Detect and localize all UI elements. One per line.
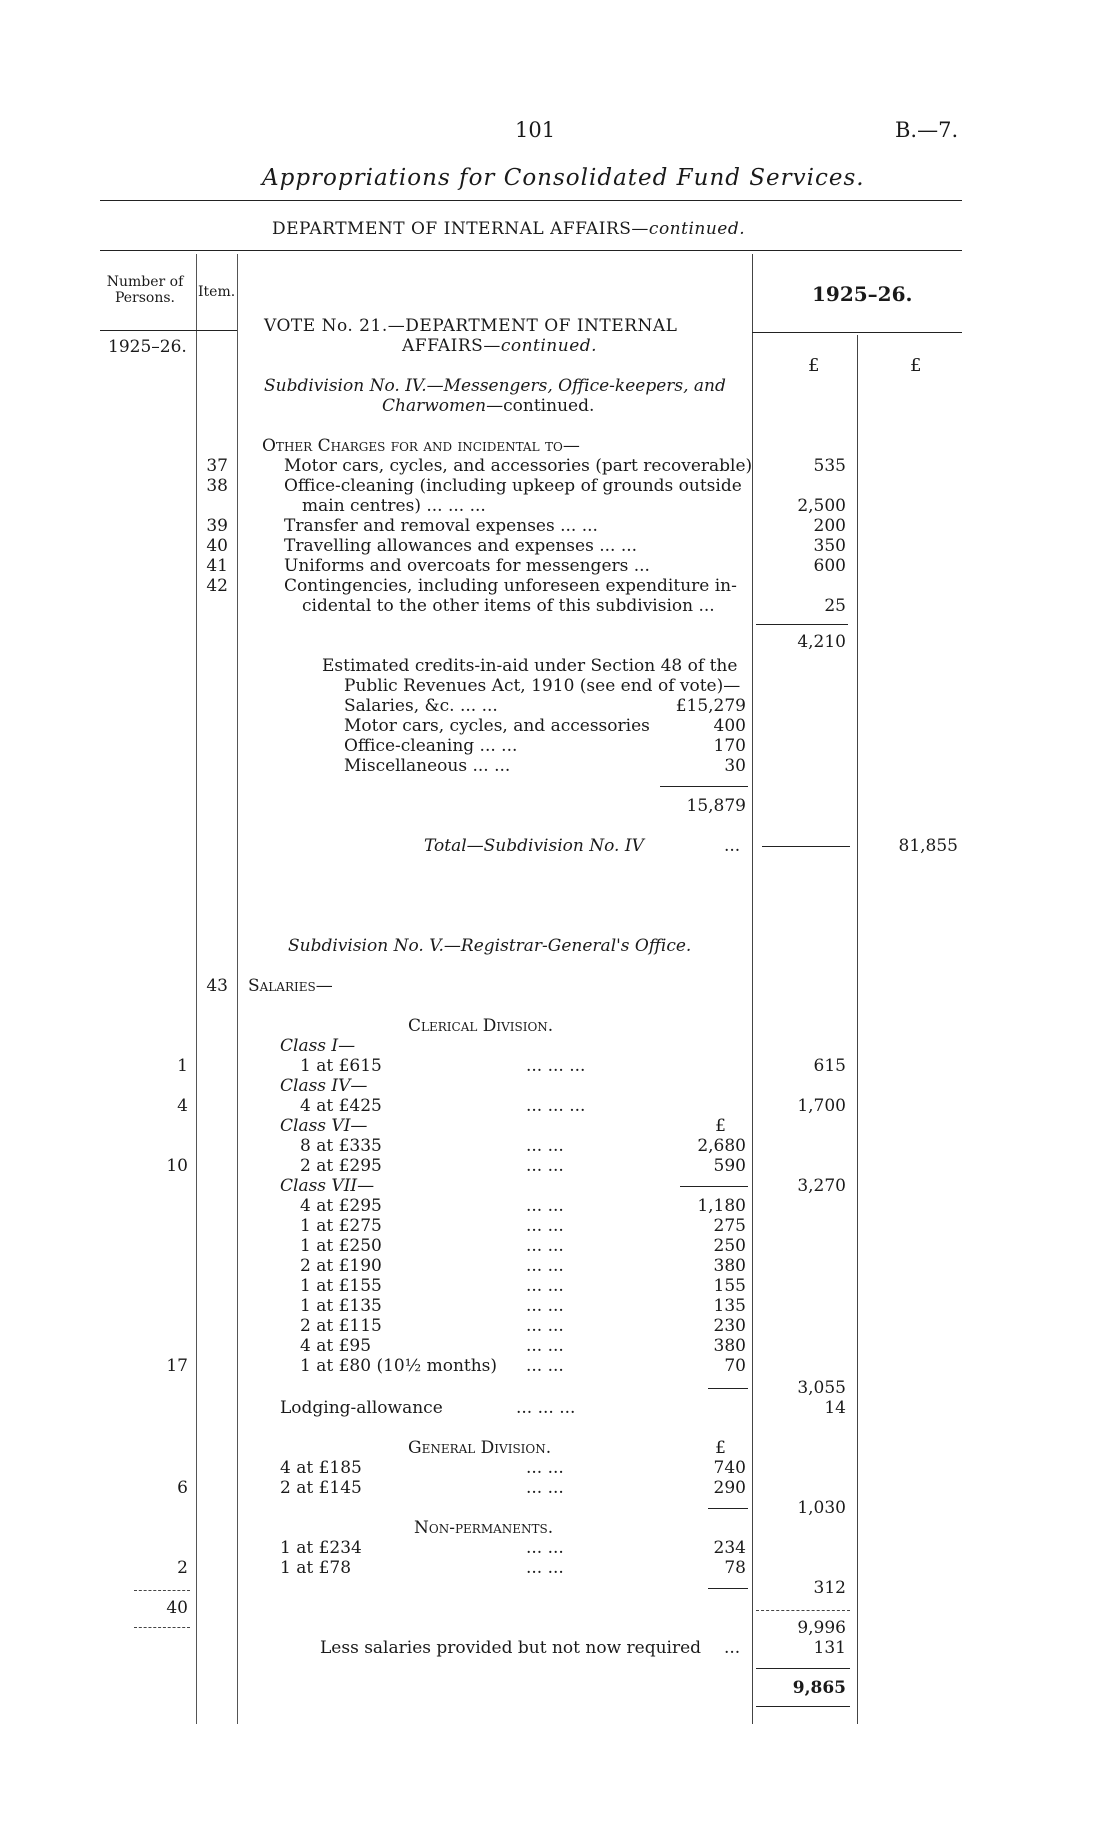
class-i-heading: Class I— — [280, 1036, 356, 1056]
salary-line: 1 at £275 — [300, 1216, 382, 1236]
salary-subamount: 740 — [713, 1458, 746, 1478]
sub5-title: Subdivision No. V.—Registrar-General's Office. — [288, 936, 692, 956]
lodging-label: Lodging-allowance — [280, 1398, 443, 1418]
sub4-title-line2 — [382, 396, 594, 416]
vote-line2-continued: continued. — [500, 336, 598, 356]
credit-amount: £15,279 — [675, 696, 746, 716]
total-sub4-amount: 81,855 — [898, 836, 958, 856]
credit-amount: 170 — [713, 736, 746, 756]
item-header: Item. — [198, 284, 236, 300]
department-name: DEPARTMENT OF INTERNAL AFFAIRS— — [272, 219, 649, 239]
leader-dots: ... ... — [526, 1558, 564, 1578]
department-continued: continued. — [648, 219, 746, 239]
total-sub4-rule — [762, 846, 850, 847]
charge-description: Office-cleaning (including upkeep of grounds outside — [284, 476, 742, 496]
salary-line: 2 at £145 — [280, 1478, 362, 1498]
less-salaries-dots: ... — [724, 1638, 741, 1658]
leader-dots: ... ... — [526, 1478, 564, 1498]
salary-amount: 615 — [813, 1056, 846, 1076]
class-vi-total: 3,270 — [797, 1176, 846, 1196]
class-vii-total: 3,055 — [797, 1378, 846, 1398]
leader-dots: ... ... — [526, 1136, 564, 1156]
salary-line: 4 at £295 — [300, 1196, 382, 1216]
total-sub4-label: Total—Subdivision No. IV — [424, 836, 644, 856]
credit-label: Salaries, &c. ... ... — [344, 696, 498, 716]
salary-line: 1 at £615 — [300, 1056, 382, 1076]
charge-description: Motor cars, cycles, and accessories (part recoverable) — [284, 456, 753, 476]
non-permanents-heading: Non-permanents. — [414, 1518, 554, 1538]
sub4-title-continued: continued. — [503, 396, 595, 416]
persons-count: 1 — [177, 1056, 188, 1076]
salary-line: 2 at £115 — [300, 1316, 382, 1336]
class-vii-heading: Class VII— — [280, 1176, 375, 1196]
class-vii-subtotal-rule — [708, 1388, 748, 1389]
less-salaries-amount: 131 — [813, 1638, 846, 1658]
persons-count: 17 — [166, 1356, 188, 1376]
lodging-amount: 14 — [824, 1398, 846, 1418]
salary-subamount: 275 — [713, 1216, 746, 1236]
sub5-item-number: 43 — [206, 976, 228, 996]
charge-description: main centres) ... ... ... — [302, 496, 486, 516]
class-vi-subtotal-rule — [680, 1186, 748, 1187]
sub4-title-line1: Subdivision No. IV.—Messengers, Office-keepers, and — [264, 376, 726, 396]
leader-dots: ... ... — [526, 1356, 564, 1376]
salary-line: 1 at £155 — [300, 1276, 382, 1296]
clerical-division-heading: Clerical Division. — [408, 1016, 554, 1036]
net-total-rule-bottom — [756, 1706, 850, 1707]
charge-description: Contingencies, including unforeseen expenditure in- — [284, 576, 737, 596]
salary-subamount: 380 — [713, 1256, 746, 1276]
page-number: 101 — [515, 118, 556, 142]
col-rule-persons — [196, 254, 197, 1724]
vote-line2-name: AFFAIRS— — [402, 336, 501, 356]
leader-dots: ... ... — [526, 1256, 564, 1276]
charge-amount: 2,500 — [797, 496, 846, 516]
page-reference: B.—7. — [895, 118, 959, 142]
salary-subamount: 234 — [713, 1538, 746, 1558]
persons-count: 10 — [166, 1156, 188, 1176]
salary-subamount: 2,680 — [697, 1136, 746, 1156]
leader-dots: ... ... — [526, 1458, 564, 1478]
title-rule — [100, 200, 962, 201]
credits-total-rule — [660, 786, 748, 787]
salary-line: 1 at £135 — [300, 1296, 382, 1316]
other-charges-total-rule — [756, 624, 848, 625]
salaries-heading: Salaries— — [248, 976, 333, 996]
salary-subamount: 70 — [724, 1356, 746, 1376]
charge-amount: 535 — [813, 456, 846, 476]
charge-amount: 25 — [824, 596, 846, 616]
charge-amount: 200 — [813, 516, 846, 536]
class-vi-heading: Class VI— — [280, 1116, 368, 1136]
general-total: 1,030 — [797, 1498, 846, 1518]
class-vi-pound: £ — [715, 1116, 726, 1136]
item-number: 38 — [206, 476, 228, 496]
persons-count: 4 — [177, 1096, 188, 1116]
salary-amount: 1,700 — [797, 1096, 846, 1116]
salary-subamount: 380 — [713, 1336, 746, 1356]
charge-amount: 350 — [813, 536, 846, 556]
net-total-rule-top — [756, 1668, 850, 1669]
pound-col2: £ — [910, 355, 922, 376]
salary-subamount: 590 — [713, 1156, 746, 1176]
persons-count: 6 — [177, 1478, 188, 1498]
nonperm-total: 312 — [813, 1578, 846, 1598]
less-salaries-label: Less salaries provided but not now required — [320, 1638, 702, 1658]
persons-count: 2 — [177, 1558, 188, 1578]
salary-line: 8 at £335 — [300, 1136, 382, 1156]
salary-line: 1 at £80 (10½ months) — [300, 1356, 498, 1376]
pound-col1: £ — [808, 355, 820, 376]
charge-amount: 600 — [813, 556, 846, 576]
salary-line: 2 at £295 — [300, 1156, 382, 1176]
salary-subamount: 250 — [713, 1236, 746, 1256]
salary-subamount: 155 — [713, 1276, 746, 1296]
salary-line: 2 at £190 — [300, 1256, 382, 1276]
sub4-title-charwomen: Charwomen— — [382, 396, 504, 416]
credits-line2: Public Revenues Act, 1910 (see end of vote)— — [344, 676, 741, 696]
credits-total: 15,879 — [686, 796, 746, 816]
vote-line1: VOTE No. 21.—DEPARTMENT OF INTERNAL — [264, 316, 678, 336]
credit-amount: 30 — [724, 756, 746, 776]
salary-subamount: 135 — [713, 1296, 746, 1316]
leader-dots: ... ... — [526, 1336, 564, 1356]
item-number: 40 — [206, 536, 228, 556]
credit-label: Office-cleaning ... ... — [344, 736, 518, 756]
leader-dots: ... ... — [526, 1156, 564, 1176]
salary-subamount: 290 — [713, 1478, 746, 1498]
persons-total-rule-bottom — [134, 1627, 190, 1628]
other-charges-heading: Other Charges for and incidental to— — [262, 436, 580, 456]
persons-total: 40 — [166, 1598, 188, 1618]
net-total: 9,865 — [792, 1678, 846, 1698]
department-heading — [272, 219, 745, 239]
vote-line2 — [402, 336, 597, 356]
leader-dots: ... ... — [526, 1216, 564, 1236]
general-pound: £ — [715, 1438, 726, 1458]
credits-line1: Estimated credits-in-aid under Section 48 of the — [322, 656, 738, 676]
table-top-rule — [100, 250, 962, 251]
other-charges-total: 4,210 — [797, 632, 846, 652]
salary-line: 4 at £95 — [300, 1336, 372, 1356]
credit-label: Motor cars, cycles, and accessories — [344, 716, 650, 736]
charge-description: Transfer and removal expenses ... ... — [284, 516, 598, 536]
item-number: 37 — [206, 456, 228, 476]
item-number: 41 — [206, 556, 228, 576]
salary-line: 1 at £78 — [280, 1558, 352, 1578]
charge-description: cidental to the other items of this subdivision ... — [302, 596, 715, 616]
leader-dots: ... ... ... — [526, 1056, 586, 1076]
salary-line: 1 at £234 — [280, 1538, 362, 1558]
leader-dots: ... ... ... — [526, 1096, 586, 1116]
gross-total-rule — [756, 1610, 850, 1611]
salary-line: 4 at £185 — [280, 1458, 362, 1478]
col-rule-item — [237, 254, 238, 1724]
leader-dots: ... ... — [526, 1276, 564, 1296]
general-division-heading: General Division. — [408, 1438, 552, 1458]
class-iv-heading: Class IV— — [280, 1076, 368, 1096]
persons-header: Number of Persons. — [106, 274, 184, 306]
item-number: 39 — [206, 516, 228, 536]
credit-label: Miscellaneous ... ... — [344, 756, 511, 776]
leader-dots: ... ... — [526, 1196, 564, 1216]
charge-description: Travelling allowances and expenses ... ... — [284, 536, 638, 556]
header-rule-left — [100, 330, 237, 331]
leader-dots: ... ... — [526, 1236, 564, 1256]
total-sub4-dots: ... — [724, 836, 741, 856]
page-title: Appropriations for Consolidated Fund Services. — [262, 165, 865, 191]
leader-dots: ... ... — [526, 1316, 564, 1336]
leader-dots: ... ... — [526, 1538, 564, 1558]
salary-subamount: 230 — [713, 1316, 746, 1336]
charge-description: Uniforms and overcoats for messengers ... — [284, 556, 650, 576]
col-rule-amount2 — [857, 335, 858, 1724]
lodging-dots: ... ... ... — [516, 1398, 576, 1418]
year-persons: 1925–26. — [108, 337, 187, 357]
item-number: 42 — [206, 576, 228, 596]
leader-dots: ... ... — [526, 1296, 564, 1316]
gross-total: 9,996 — [797, 1618, 846, 1638]
salary-line: 4 at £425 — [300, 1096, 382, 1116]
header-rule-right — [752, 332, 962, 333]
salary-line: 1 at £250 — [300, 1236, 382, 1256]
general-subtotal-rule — [708, 1508, 748, 1509]
year-header-bold: 1925–26. — [812, 282, 913, 306]
persons-total-rule-top — [134, 1590, 190, 1591]
salary-subamount: 78 — [724, 1558, 746, 1578]
nonperm-subtotal-rule — [708, 1588, 748, 1589]
credit-amount: 400 — [713, 716, 746, 736]
salary-subamount: 1,180 — [697, 1196, 746, 1216]
